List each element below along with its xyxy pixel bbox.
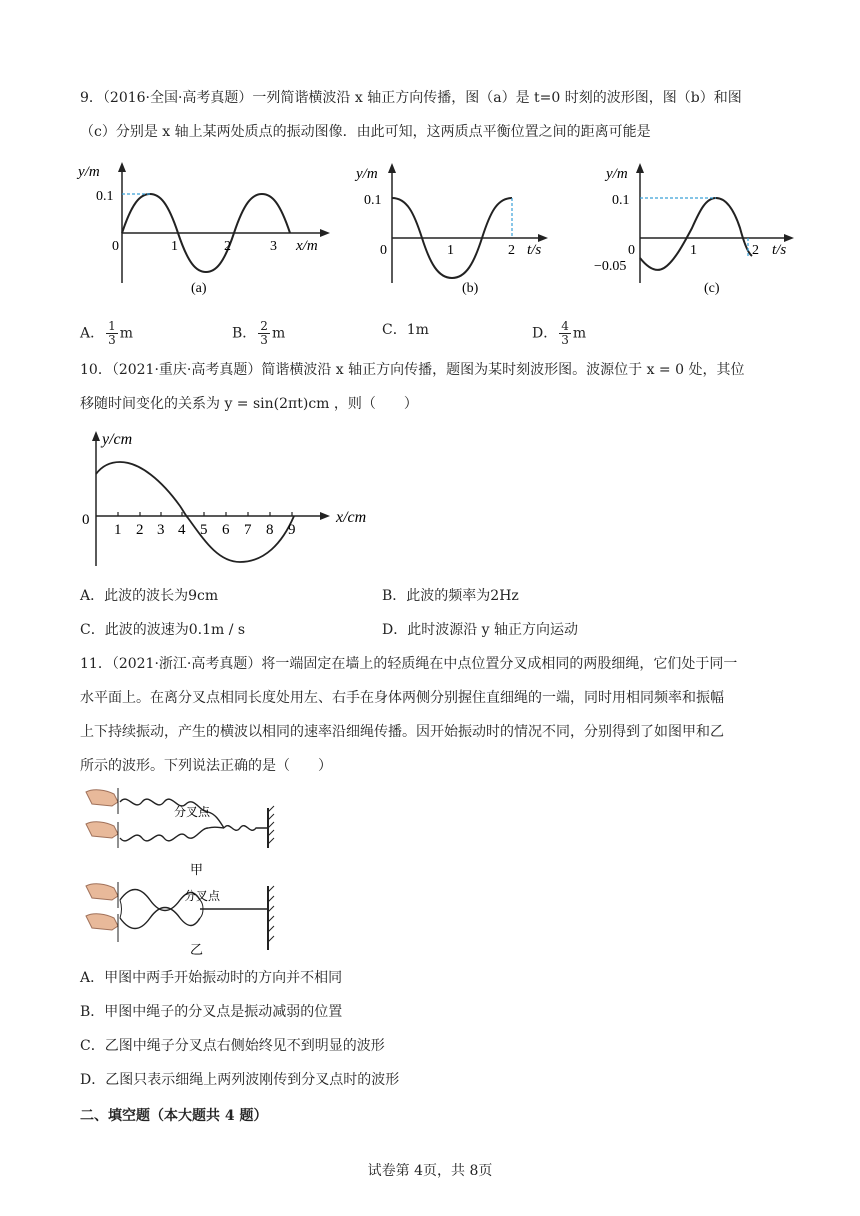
fig-a-ylabel: y/m: [78, 164, 100, 180]
q9-figure-b: [352, 158, 572, 298]
q9-option-c[interactable]: [382, 320, 429, 340]
fig-a-tick: 0: [112, 239, 119, 254]
fig-b-tick: 2: [508, 243, 515, 258]
q9-stem-line2: （c）分别是 x 轴上某两处质点的振动图像．由此可知，这两质点平衡位置之间的距离可能是: [80, 124, 651, 140]
fig-q10-tick: 4: [178, 522, 186, 538]
option-label: A．: [80, 325, 105, 342]
fig-c-yval: 0.1: [612, 193, 630, 208]
fig-b-caption: (b): [462, 281, 479, 296]
q10-stem-line2: 移随时间变化的关系为 y = sin(2πt)cm ，则（ ）: [80, 396, 418, 412]
q11-rope-figure: [84, 782, 304, 962]
q10-wave-figure: [78, 426, 388, 576]
q10-option-d[interactable]: D．此时波源沿 y 轴正方向运动: [382, 622, 579, 638]
fig-c-tick: 1: [690, 243, 697, 258]
q9-option-a[interactable]: [80, 320, 133, 347]
fig-a-tick: 2: [224, 239, 231, 254]
fig-b-tick: 1: [447, 243, 454, 258]
option-unit: m: [119, 325, 134, 342]
fig-a-tick: 1: [171, 239, 178, 254]
fig-q10-xlabel: x/cm: [336, 509, 367, 526]
q11-option-d[interactable]: D．乙图只表示细绳上两列波刚传到分叉点时的波形: [80, 1072, 400, 1088]
option-label: C．: [382, 322, 407, 338]
fig-q10-ylabel: y/cm: [102, 431, 133, 448]
q11-stem-line3: 上下持续振动，产生的横波以相同的速率沿细绳传播。因开始振动时的情况不同，分别得到了如图甲和乙: [80, 724, 724, 740]
page-footer: 试卷第 4页，共 8页: [367, 1163, 493, 1179]
fig-c-caption: (c): [704, 281, 720, 296]
q11-option-c[interactable]: C．乙图中绳子分叉点右侧始终见不到明显的波形: [80, 1038, 385, 1054]
fork-label-1: 分叉点: [174, 805, 211, 819]
fig-q10-tick: 2: [136, 522, 144, 538]
section-heading: 二、填空题（本大题共 4 题）: [80, 1108, 268, 1124]
fig-q10-tick: 6: [222, 522, 230, 538]
q9-option-d[interactable]: [532, 320, 586, 347]
q10-option-a[interactable]: A．此波的波长为9cm: [80, 588, 219, 604]
caption-yi: 乙: [190, 942, 204, 957]
fig-q10-tick: 9: [288, 522, 296, 538]
fig-c-tick: 0: [628, 243, 635, 258]
fig-q10-tick: 7: [244, 522, 252, 538]
q11-stem-line1: 11．（2021·浙江·高考真题）将一端固定在墙上的轻质绳在中点位置分叉成相同的两股细绳，它们处于同一: [80, 656, 738, 672]
fraction: $\frac{1}{3}$: [108, 319, 116, 347]
fig-c-xlabel: t/s: [772, 242, 787, 258]
q9-figure-c: [592, 158, 812, 298]
fig-q10-tick: 5: [200, 522, 208, 538]
q9-figure-a: [74, 158, 344, 298]
fig-a-caption: (a): [191, 281, 207, 296]
fig-a-yval: 0.1: [96, 189, 114, 204]
fig-c-ylabel: y/m: [606, 166, 628, 182]
q10-stem-line1: 10．（2021·重庆·高考真题）简谐横波沿 x 轴正方向传播，题图为某时刻波形图。波源位于 x = 0 处，其位: [80, 362, 745, 378]
fraction: $\frac{2}{3}$: [260, 319, 268, 347]
q9-option-b[interactable]: [232, 320, 285, 347]
fig-a-tick: 3: [270, 239, 277, 254]
fraction: $\frac{4}{3}$: [561, 319, 569, 347]
q9-stem-line1: 9．（2016·全国·高考真题）一列简谐横波沿 x 轴正方向传播，图（a）是 t=0 时刻的波形图，图（b）和图: [80, 90, 742, 106]
fig-b-yval: 0.1: [364, 193, 382, 208]
option-unit: m: [271, 325, 286, 342]
fig-a-xlabel: x/m: [296, 238, 318, 254]
q10-option-c[interactable]: C．此波的波速为0.1m / s: [80, 622, 246, 638]
fig-b-xlabel: t/s: [527, 242, 542, 258]
q10-option-b[interactable]: B．此波的频率为2Hz: [382, 588, 519, 604]
q11-stem-line4: 所示的波形。下列说法正确的是（ ）: [80, 758, 332, 774]
fig-q10-tick: 3: [157, 522, 165, 538]
fig-q10-tick: 8: [266, 522, 274, 538]
fig-q10-origin: 0: [82, 512, 90, 528]
q11-stem-line2: 水平面上。在离分叉点相同长度处用左、右手在身体两侧分别握住直细绳的一端，同时用相同频率和振幅: [80, 690, 724, 706]
q11-option-a[interactable]: A．甲图中两手开始振动时的方向并不相同: [80, 970, 343, 986]
q11-option-b[interactable]: B．甲图中绳子的分叉点是振动减弱的位置: [80, 1004, 343, 1020]
fig-b-ylabel: y/m: [356, 166, 378, 182]
hand-icon: [86, 790, 118, 930]
fig-b-tick: 0: [380, 243, 387, 258]
option-text: 1m: [406, 322, 429, 338]
fork-label-2: 分叉点: [184, 889, 221, 903]
fig-q10-tick: 1: [114, 522, 122, 538]
fig-c-yneg: −0.05: [594, 259, 627, 274]
option-label: B．: [232, 325, 257, 342]
option-label: D．: [532, 325, 558, 342]
caption-jia: 甲: [190, 862, 204, 877]
option-unit: m: [572, 325, 587, 342]
fig-c-tick: 2: [752, 243, 759, 258]
